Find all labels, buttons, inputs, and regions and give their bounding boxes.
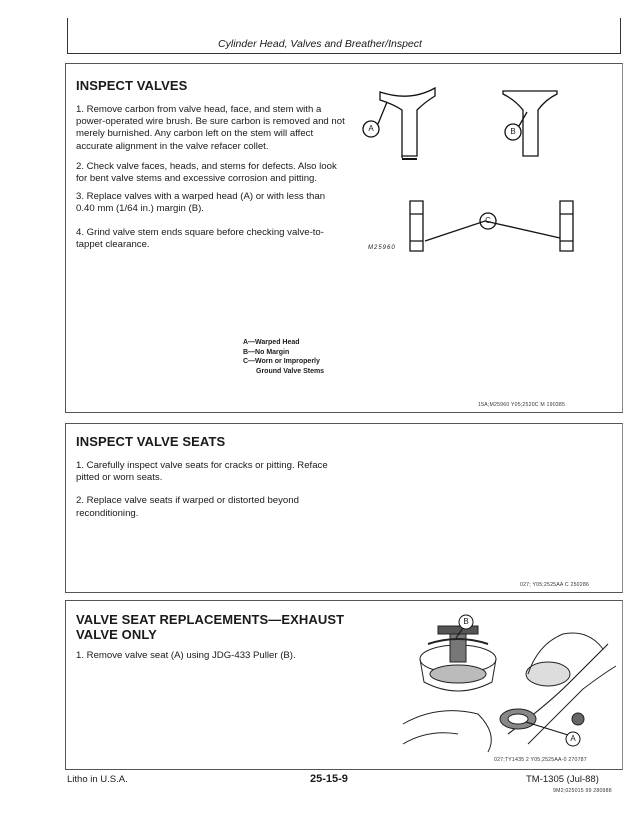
legend-c-cont: Ground Valve Stems bbox=[256, 367, 325, 375]
footer-page-number: 25-15-9 bbox=[310, 773, 348, 785]
seat-step-2: 2. Replace valve seats if warped or distorted beyond reconditioning. bbox=[76, 495, 299, 519]
puller-callout-b: B bbox=[463, 617, 469, 626]
figure-id: M25960 bbox=[368, 245, 396, 251]
puller-callout-a: A bbox=[570, 734, 576, 743]
page-header-title: Cylinder Head, Valves and Breather/Inspect bbox=[218, 38, 422, 50]
section-code: 15A;M25960 Y05;2520C M 190385 bbox=[478, 402, 566, 408]
valve-seat-replacement-steps bbox=[76, 650, 346, 670]
valve-defects-figure bbox=[355, 76, 615, 266]
worn-stem-left bbox=[410, 201, 423, 251]
legend-c: C—Worn or Improperly bbox=[243, 358, 320, 365]
section-code: 027; Y05;2525AA C 250286 bbox=[520, 582, 590, 588]
header-underline bbox=[67, 53, 621, 54]
section-title-valve-seat-replacements bbox=[76, 612, 344, 642]
worn-stem-right bbox=[560, 201, 573, 251]
no-margin-valve-head bbox=[503, 91, 557, 156]
footer-litho: Litho in U.S.A. bbox=[67, 774, 128, 785]
step-3: 3. Replace valves with a warped head (A) or with less than 0.40 mm (1/64 in.) margin (B). bbox=[76, 191, 326, 215]
seat-step-1: 1. Carefully inspect valve seats for cracks or pitting. Reface pitted or worn seats. bbox=[76, 460, 328, 484]
step-2: 2. Check valve faces, heads, and stems for defects. Also look for bent valve stems and excessive corrosion and pitting. bbox=[76, 160, 337, 185]
legend-b: B—No Margin bbox=[243, 348, 290, 356]
puller-photo bbox=[398, 604, 618, 754]
title-line-1: VALVE SEAT REPLACEMENTS—EXHAUST bbox=[76, 612, 345, 627]
figure-legend bbox=[243, 338, 324, 376]
callout-c: C bbox=[485, 216, 491, 225]
section-code: 027;TY1435 2 Y05;2525AA-0 270787 bbox=[494, 757, 587, 763]
warped-valve-head bbox=[380, 88, 435, 156]
step-1: 1. Remove carbon from valve head, face, and stem with a power-operated wire brush. Be sure carbon is removed and not merely burnished. Any carbon left on the stem will affect accurate alignment in the valve refacer collet. bbox=[76, 104, 345, 152]
replace-step-1: 1. Remove valve seat (A) using JDG-433 Puller (B). bbox=[76, 650, 296, 661]
footer-small-code: 9M2;025015 99 280988 bbox=[553, 788, 612, 794]
section-title-inspect-valves: INSPECT VALVES bbox=[76, 78, 188, 93]
footer-manual-id: TM-1305 (Jul-88) bbox=[526, 774, 599, 785]
section-title-inspect-valve-seats: INSPECT VALVE SEATS bbox=[76, 434, 226, 449]
callout-a: A bbox=[368, 124, 374, 133]
legend-a: A—Warped Head bbox=[243, 339, 300, 346]
title-line-2: VALVE ONLY bbox=[76, 627, 157, 642]
inspect-valve-seats-steps bbox=[76, 460, 346, 528]
callout-b: B bbox=[510, 127, 516, 136]
step-4: 4. Grind valve stem ends square before checking valve-to-tappet clearance. bbox=[76, 226, 324, 250]
inspect-valves-steps bbox=[76, 104, 346, 259]
